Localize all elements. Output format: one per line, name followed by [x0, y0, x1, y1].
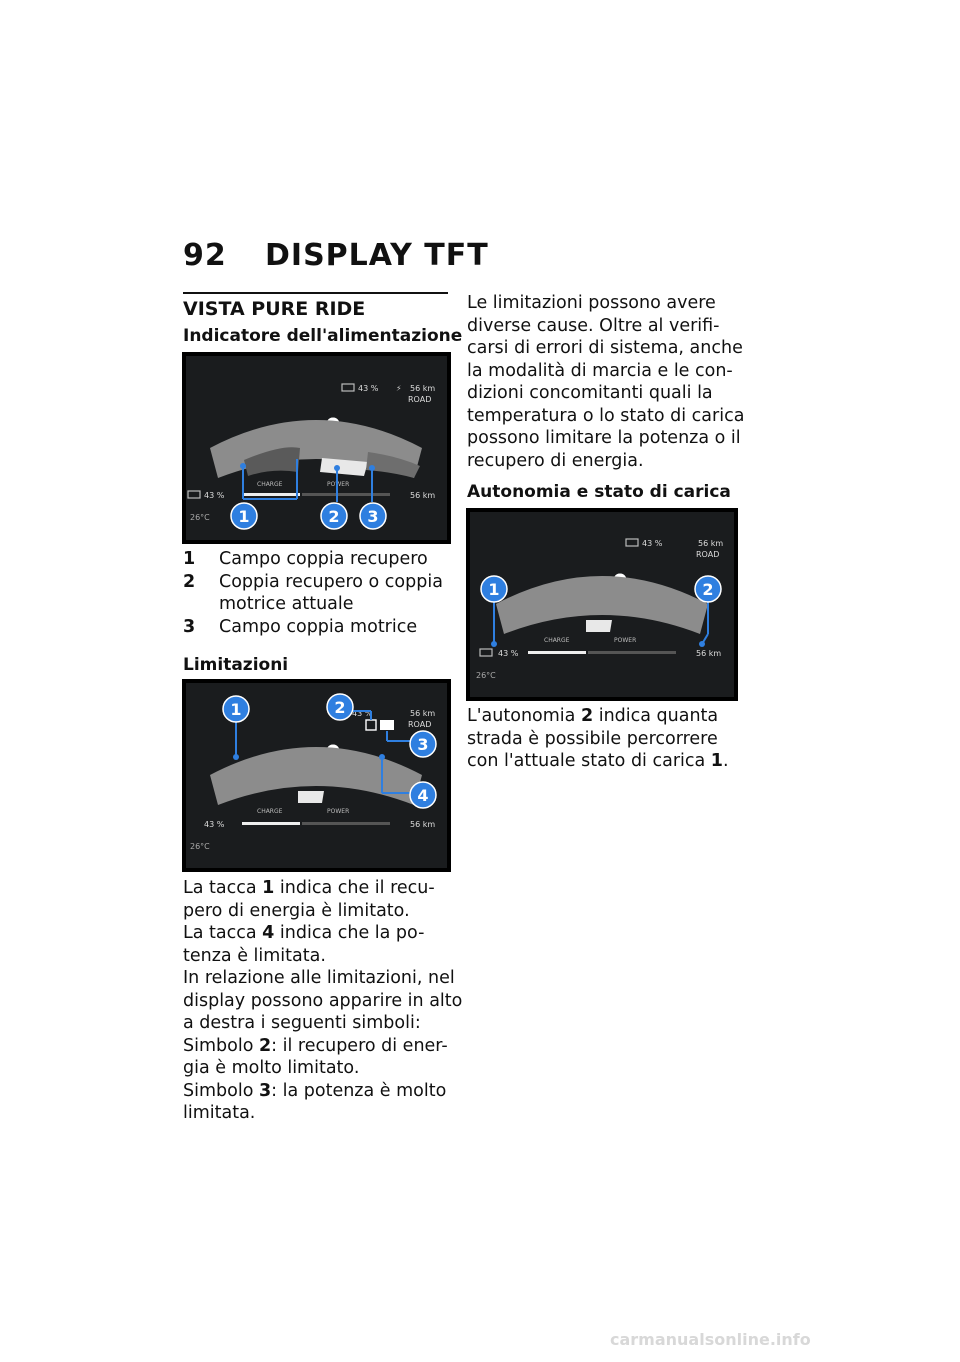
status-mode: ROAD: [408, 720, 432, 729]
paragraph: pero di energia è limitato.: [183, 900, 410, 921]
bottom-range: 56 km: [696, 649, 722, 658]
charge-label: CHARGE: [544, 637, 570, 644]
callout-2: [327, 694, 353, 720]
text-line: carsi di errori di sistema, anche: [467, 338, 743, 358]
charge-bar-empty: [588, 651, 676, 654]
right-intro-text: [467, 292, 744, 472]
paragraph: Simbolo 3: la potenza è molto: [183, 1080, 447, 1101]
svg-text:3: 3: [417, 735, 429, 754]
text-line: dizioni concomitanti quali la: [467, 383, 713, 403]
text-line: diverse cause. Oltre al verifi-: [467, 315, 720, 336]
text-line: con l'attuale stato di carica 1.: [467, 751, 729, 771]
text-line: la modalità di marcia e le con-: [467, 360, 733, 381]
bottom-battery: 43 %: [204, 820, 225, 829]
watermark: carmanualsonline.info: [610, 1330, 811, 1349]
svg-text:2: 2: [328, 507, 340, 526]
figure-limitations: [182, 679, 451, 872]
figure-range-charge: [466, 508, 738, 701]
current-torque: [298, 791, 324, 803]
temperature: 26°C: [476, 671, 496, 680]
paragraph: display possono apparire in alto: [183, 990, 463, 1011]
legend-item: 3 Campo coppia motrice: [183, 616, 418, 637]
charge-bar: [528, 651, 586, 654]
page-title: DISPLAY TFT: [265, 238, 489, 273]
callout-2: [321, 503, 347, 529]
callout-3: [360, 503, 386, 529]
status-battery: 43 %: [352, 709, 373, 718]
limitations-text: [183, 877, 462, 1125]
charge-bar-empty: [302, 493, 390, 496]
status-range: 56 km: [410, 709, 436, 718]
legend-item: 1 Campo coppia recupero: [183, 549, 428, 569]
page-header: [183, 238, 489, 273]
bottom-range: 56 km: [410, 491, 436, 500]
bottom-battery: 43 %: [498, 649, 519, 658]
power-label: POWER: [614, 637, 637, 644]
legend-item: 2 Coppia recupero o coppia motrice attuale: [183, 571, 443, 614]
callout-1: [223, 696, 249, 722]
heading-power-indicator: Indicatore dell'alimentazione: [183, 326, 463, 346]
svg-text:3: 3: [367, 507, 379, 526]
svg-text:1: 1: [230, 700, 242, 719]
status-range: 56 km: [410, 384, 436, 393]
heading-range-charge: Autonomia e stato di carica: [467, 482, 731, 502]
page-number: 92: [183, 238, 227, 273]
callout-4: [410, 782, 436, 808]
charge-bar-empty: [302, 822, 390, 825]
callout-2: [695, 576, 721, 602]
charge-bar: [242, 822, 300, 825]
paragraph: Simbolo 2: il recupero di ener-: [183, 1035, 448, 1056]
text-line: L'autonomia 2 indica quanta: [467, 706, 719, 726]
callout-1: [231, 503, 257, 529]
current-torque: [586, 620, 612, 632]
svg-text:2: 2: [334, 698, 346, 717]
svg-text:1: 1: [488, 580, 500, 599]
power-label: POWER: [327, 481, 350, 488]
svg-text:2: 2: [702, 580, 714, 599]
section-title: VISTA PURE RIDE: [183, 298, 366, 320]
paragraph: La tacca 1 indica che il recu-: [183, 878, 435, 898]
text-line: strada è possibile percorrere: [467, 728, 718, 749]
bottom-range: 56 km: [410, 820, 436, 829]
status-mode: ROAD: [696, 550, 720, 559]
temperature: 26°C: [190, 513, 210, 522]
charge-bar: [242, 493, 300, 496]
paragraph: gia è molto limitato.: [183, 1058, 360, 1078]
paragraph: limitata.: [183, 1103, 256, 1123]
paragraph: tenza è limitata.: [183, 945, 326, 966]
bottom-battery: 43 %: [204, 491, 225, 500]
paragraph: In relazione alle limitazioni, nel: [183, 968, 455, 988]
range-text: [467, 705, 729, 773]
status-range: 56 km: [698, 539, 724, 548]
power-limit-symbol: [380, 720, 394, 730]
paragraph: a destra i seguenti simboli:: [183, 1013, 421, 1033]
text-line: recupero di energia.: [467, 450, 644, 471]
text-line: Le limitazioni possono avere: [467, 293, 716, 313]
heading-limitations: Limitazioni: [183, 655, 289, 675]
text-line: possono limitare la potenza o il: [467, 428, 741, 448]
callout-1: [481, 576, 507, 602]
paragraph: La tacca 4 indica che la po-: [183, 923, 425, 943]
plug-icon: ⚡: [396, 384, 402, 393]
charge-label: CHARGE: [257, 808, 283, 815]
status-battery: 43 %: [642, 539, 663, 548]
section-rule: [183, 292, 448, 294]
charge-label: CHARGE: [257, 481, 283, 488]
status-mode: ROAD: [408, 395, 432, 404]
status-battery: 43 %: [358, 384, 379, 393]
svg-text:1: 1: [238, 507, 250, 526]
callout-3: [410, 731, 436, 757]
text-line: temperatura o lo stato di carica: [467, 405, 745, 426]
figure-power-indicator: [182, 352, 451, 544]
legend-power-indicator: [183, 548, 443, 638]
power-label: POWER: [327, 808, 350, 815]
temperature: 26°C: [190, 842, 210, 851]
svg-text:4: 4: [417, 786, 429, 805]
